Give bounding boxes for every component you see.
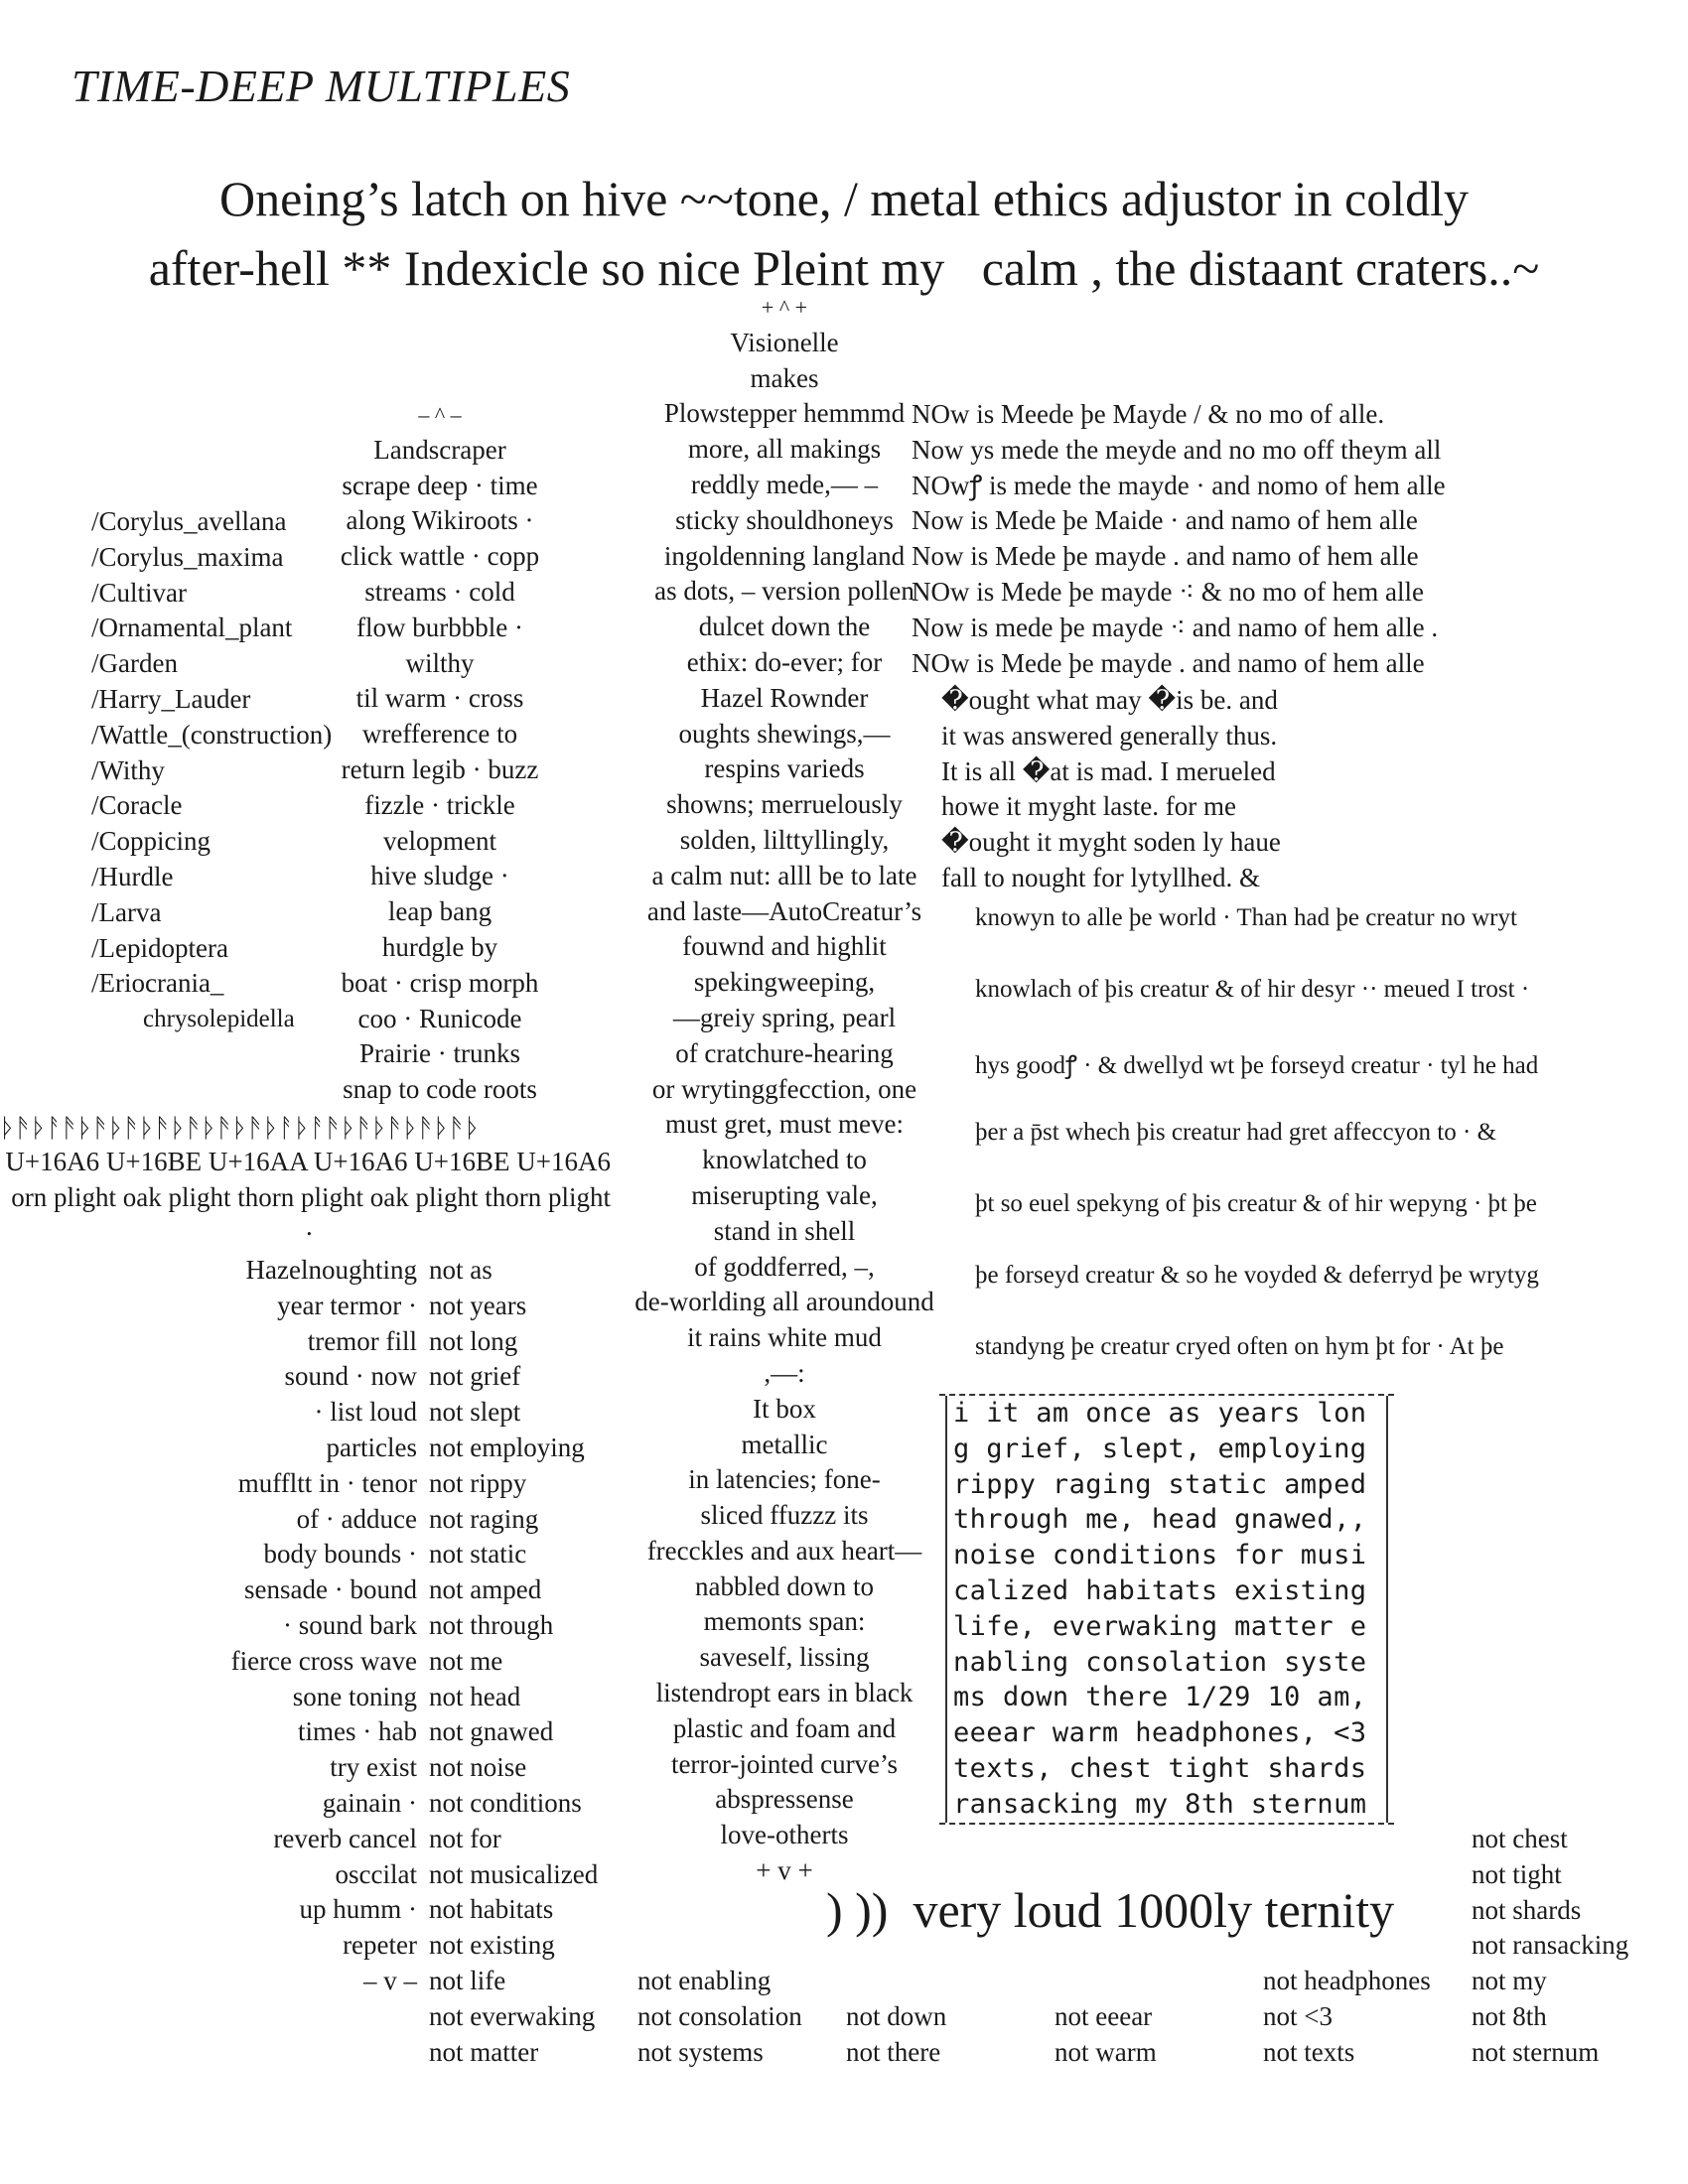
not-line: not <3: [1263, 2000, 1333, 2031]
hazel-line: sound · now: [284, 1361, 417, 1392]
kempe-line-3: hys goodꝭ · & dwellyd wt þe forseyd creatur · tyl he had: [975, 1052, 1539, 1079]
kempe-line-2: knowlach of þis creatur & of hir desyr ·· meued I trost ·: [975, 976, 1530, 1003]
not-line: not there: [846, 2036, 941, 2067]
monospace-box: [939, 1394, 1394, 1825]
kempe-line-4: þer a p̄st whech þis creatur had gret affeccyon to · &: [975, 1119, 1497, 1146]
hazel-line: · sound bark: [283, 1609, 417, 1640]
landscraper-line: velopment: [383, 825, 496, 856]
hazel-line: try exist: [330, 1752, 417, 1783]
center-line: of goddferred, –,: [694, 1251, 875, 1282]
loud-line: ) )) very loud 1000ly ternity: [826, 1882, 1395, 1938]
not-line: not enabling: [637, 1966, 772, 1995]
not-line: not long: [429, 1325, 518, 1356]
hazel-line: reverb cancel: [273, 1823, 417, 1853]
runic-line: ᚦᚫᚦᚨᚫᚦᚫᚦᚫᚦᚫᚦᚫᚦᚫᚦᚫᚦᚨᚦᚨᚫᚦᚫᚦᚫᚦᚫᚦᚫᚦ: [0, 1114, 481, 1144]
center-line: spekingweeping,: [693, 967, 876, 998]
not-line: not 8th: [1472, 2000, 1547, 2031]
mono-box-line: ransacking my 8th sternum: [945, 1787, 1388, 1823]
center-line: abspressense: [715, 1784, 854, 1815]
mono-box-line: nabling consolation syste: [945, 1645, 1388, 1681]
hazel-column: [149, 1253, 417, 1999]
not-column-2: [637, 1964, 856, 2070]
mono-box-line: i it am once as years lon: [945, 1396, 1388, 1432]
kempe-line-5: þt so euel spekyng of þis creatur & of hir wepyng · þt þe: [975, 1190, 1537, 1217]
landscraper-line: Prairie · trunks: [359, 1038, 520, 1069]
center-line: and laste—AutoCreatur’s: [646, 895, 922, 926]
not-line: not headphones: [1263, 1966, 1431, 1995]
center-line: showns; merruelously: [666, 789, 903, 820]
center-line: or wrytinggfecction, one: [651, 1073, 917, 1104]
wiki-path-line: /Wattle_(construction): [91, 719, 333, 750]
landscraper-line: fizzle · trickle: [364, 789, 515, 820]
mono-box-line: rippy raging static amped: [945, 1467, 1388, 1503]
landscraper-line: boat · crisp morph: [341, 967, 539, 998]
center-line: in latencies; fone-: [688, 1464, 881, 1495]
center-line: a calm nut: alll be to late: [651, 860, 917, 890]
not-line: not through: [429, 1609, 554, 1640]
landscraper-line: coo · Runicode: [357, 1003, 522, 1033]
not-column-4: [1055, 1999, 1253, 2071]
not-line: not systems: [637, 2036, 764, 2067]
not-line: not consolation: [637, 2000, 802, 2031]
middle-english-line: NOwꝭ is mede the mayde · and nomo of hem alle: [912, 470, 1446, 500]
center-line: it rains white mud: [687, 1322, 882, 1353]
not-line: not life: [429, 1965, 506, 1995]
center-line: Hazel Rownder: [700, 682, 869, 713]
hazel-line: body bounds ·: [263, 1539, 417, 1570]
center-line: nabbled down to: [695, 1570, 874, 1601]
julian-line: �ought what may �is be. and: [941, 685, 1278, 715]
center-line: metallic: [741, 1429, 828, 1459]
center-line: ,—:: [764, 1357, 805, 1388]
hazel-line: · list loud: [314, 1397, 417, 1428]
not-line: not static: [429, 1539, 527, 1570]
not-line: not matter: [429, 2036, 539, 2067]
center-line: stand in shell: [713, 1215, 856, 1246]
wiki-paths-column: [91, 504, 369, 1037]
not-line: not ransacking: [1472, 1930, 1629, 1961]
center-line: sticky shouldhoneys: [675, 504, 894, 535]
wiki-path-line: /Larva: [91, 896, 162, 927]
julian-column: [941, 683, 1438, 896]
hazel-line: repeter: [343, 1930, 417, 1961]
landscraper-line: leap bang: [387, 896, 492, 927]
not-line: not me: [429, 1645, 503, 1676]
wiki-path-line: /Lepidoptera: [91, 932, 228, 963]
hazel-line: particles: [326, 1432, 417, 1462]
headline-line-2: after-hell ** Indexicle so nice Pleint my calm , the distaant craters..~: [148, 240, 1540, 296]
mono-box-line: eeear warm headphones, <3: [945, 1715, 1388, 1751]
center-line: ethix: do-ever; for: [686, 646, 883, 677]
wiki-path-line: /Withy: [91, 754, 165, 785]
hazel-line: – v –: [363, 1965, 417, 1995]
not-line: not shards: [1472, 1894, 1582, 1925]
middle-english-line: Now is mede þe mayde ⁖ and namo of hem alle .: [912, 612, 1439, 642]
julian-line: �ought it myght soden ly haue: [941, 827, 1281, 858]
not-column-1: [429, 1253, 647, 2070]
not-line: not sternum: [1472, 2036, 1600, 2067]
not-column-right: [1472, 1822, 1680, 2071]
center-line: + ^ +: [761, 295, 808, 320]
center-line: —greiy spring, pearl: [672, 1002, 897, 1032]
wiki-path-line: /Garden: [91, 648, 178, 679]
landscraper-line: til warm · cross: [355, 683, 524, 714]
center-line: plastic and foam and: [672, 1712, 897, 1743]
not-line: not conditions: [429, 1787, 582, 1818]
not-line: not habitats: [429, 1894, 554, 1925]
not-line: not texts: [1263, 2036, 1355, 2067]
not-line: not as: [429, 1255, 492, 1285]
not-line: not warm: [1055, 2036, 1157, 2067]
julian-line: howe it myght laste. for me: [941, 791, 1236, 822]
mono-box-line: g grief, slept, employing: [945, 1432, 1388, 1467]
hazel-line: muffltt in · tenor: [237, 1467, 417, 1498]
julian-line: it was answered generally thus.: [941, 720, 1278, 751]
wiki-path-line: /Eriocrania_: [91, 968, 224, 999]
hazel-line: of · adduce: [296, 1503, 417, 1534]
landscraper-line: hive sludge ·: [370, 861, 509, 891]
headline-line-1: Oneing’s latch on hive ~~tone, / metal ethics adjustor in coldly: [218, 171, 1469, 226]
center-line: more, all makings: [687, 434, 882, 465]
hazel-line: tremor fill: [307, 1325, 417, 1356]
unicode-codes-line: U+16A6 U+16BE U+16AA U+16A6 U+16BE U+16A6: [5, 1147, 611, 1176]
middle-english-line: Now is Mede þe mayde . and namo of hem alle: [912, 541, 1419, 572]
page-title: TIME-DEEP MULTIPLES: [71, 61, 571, 111]
center-line: of cratchure-hearing: [675, 1037, 894, 1068]
hazel-line: sensade · bound: [244, 1574, 417, 1605]
not-line: not down: [846, 2001, 947, 2031]
hazel-line: sone toning: [292, 1681, 417, 1711]
landscraper-line: streams · cold: [364, 576, 515, 607]
hazel-line: Hazelnoughting: [245, 1255, 417, 1285]
center-line: listendropt ears in black: [655, 1678, 914, 1708]
not-line: not amped: [429, 1574, 542, 1605]
not-column-5: [1263, 1964, 1481, 2070]
mono-box-line: noise conditions for musi: [945, 1538, 1388, 1573]
center-line: memonts span:: [703, 1606, 866, 1637]
center-line: knowlatched to: [702, 1145, 867, 1175]
wiki-path-line: /Ornamental_plant: [91, 613, 293, 643]
center-line: frecckles and aux heart—: [646, 1535, 922, 1566]
mono-box-line: ms down there 1/29 10 am,: [945, 1680, 1388, 1715]
not-line: not everwaking: [429, 2000, 596, 2031]
not-line: not existing: [429, 1930, 555, 1961]
center-line: respins varieds: [704, 753, 865, 784]
julian-line: It is all �at is mad. I merueled: [941, 755, 1276, 786]
not-line: not my: [1472, 1966, 1547, 1996]
landscraper-line: click wattle · copp: [340, 541, 540, 572]
hazel-line: up humm ·: [299, 1894, 417, 1925]
center-line: + v +: [756, 1855, 813, 1886]
wiki-path-line: /Corylus_avellana: [91, 506, 287, 536]
not-line: not years: [429, 1290, 527, 1320]
wiki-path-line: /Cultivar: [91, 577, 187, 608]
not-line: not eeear: [1055, 2001, 1153, 2031]
not-line: not gnawed: [429, 1716, 554, 1747]
hazel-line: fierce cross wave: [230, 1645, 417, 1676]
hazel-line: osccilat: [335, 1858, 417, 1889]
middle-english-line: NOw is Mede þe mayde . and namo of hem alle: [912, 647, 1425, 678]
mono-box-line: through me, head gnawed,,: [945, 1502, 1388, 1538]
center-line: Plowstepper hemmmd: [663, 398, 906, 429]
landscraper-line: – ^ –: [418, 402, 462, 427]
hazel-line: year termor ·: [277, 1290, 417, 1320]
landscraper-line: wilthy: [405, 647, 475, 678]
plight-words-line: orn plight oak plight thorn plight oak plight thorn plight: [11, 1182, 611, 1212]
wiki-path-line: /Coracle: [91, 790, 183, 821]
not-line: not raging: [429, 1503, 539, 1534]
middle-english-line: NOw is Mede þe mayde ⁖ & no mo of hem alle: [912, 576, 1424, 607]
mono-box-line: texts, chest tight shards: [945, 1751, 1388, 1787]
landscraper-line: along Wikiroots ·: [346, 505, 534, 536]
center-line: solden, lilttyllingly,: [679, 824, 890, 855]
landscraper-line: return legib · buzz: [341, 753, 539, 784]
center-line: de-worlding all aroundound: [634, 1287, 934, 1317]
middle-english-column: [912, 397, 1607, 681]
landscraper-line: scrape deep · time: [342, 470, 538, 500]
not-line: not chest: [1472, 1824, 1568, 1853]
mono-box-line: calized habitats existing: [945, 1573, 1388, 1609]
center-line: fouwnd and highlit: [682, 931, 887, 962]
wiki-path-line: /Hurdle: [91, 861, 174, 891]
center-line: dulcet down the: [698, 612, 871, 642]
center-line: sliced ffuzzz its: [700, 1500, 869, 1531]
not-line: not head: [429, 1681, 521, 1711]
not-line: not slept: [429, 1397, 521, 1428]
landscraper-line: hurdgle by: [381, 931, 498, 962]
not-line: not musicalized: [429, 1858, 599, 1889]
landscraper-line: snap to code roots: [343, 1074, 537, 1105]
center-line: makes: [750, 362, 819, 393]
center-line: terror-jointed curve’s: [670, 1748, 899, 1779]
middle-english-line: Now ys mede the meyde and no mo off theym all: [912, 434, 1442, 465]
hazel-line: times · hab: [298, 1716, 417, 1747]
not-line: not noise: [429, 1752, 527, 1783]
landscraper-line: wrefference to: [361, 719, 518, 750]
wiki-path-line: /Coppicing: [91, 826, 211, 857]
center-line: It box: [753, 1393, 816, 1424]
center-line: ingoldenning langland: [663, 540, 906, 571]
kempe-line-1: knowyn to alle þe world · Than had þe creatur no wryt: [975, 904, 1517, 931]
not-line: not tight: [1472, 1858, 1562, 1889]
center-line: love-otherts: [720, 1820, 849, 1850]
wiki-path-line: chrysolepidella: [143, 1006, 295, 1033]
not-column-3: [846, 1999, 1045, 2071]
not-line: not employing: [429, 1432, 585, 1462]
center-line: reddly mede,— –: [690, 469, 879, 499]
not-line: not rippy: [429, 1467, 527, 1498]
mono-box-line: life, everwaking matter e: [945, 1609, 1388, 1645]
landscraper-line: Landscraper: [373, 434, 506, 465]
runic-dot: .: [306, 1211, 313, 1241]
landscraper-line: flow burbbble ·: [356, 612, 523, 642]
center-line: Visionelle: [730, 327, 839, 357]
julian-line: fall to nought for lytyllhed. &: [941, 862, 1260, 892]
center-line: saveself, lissing: [699, 1642, 870, 1673]
not-line: not grief: [429, 1361, 521, 1392]
hazel-line: gainain ·: [322, 1787, 417, 1818]
middle-english-line: Now is Mede þe Maide · and namo of hem alle: [912, 505, 1418, 536]
wiki-path-line: /Harry_Lauder: [91, 683, 251, 714]
center-line: miserupting vale,: [691, 1179, 878, 1210]
middle-english-line: NOw is Meede þe Mayde / & no mo of alle.: [912, 399, 1385, 429]
kempe-line-7: standyng þe creatur cryed often on hym þt for · At þe: [975, 1333, 1504, 1360]
center-line: as dots, – version pollen: [654, 576, 914, 607]
center-line: must gret, must meve:: [665, 1109, 904, 1140]
not-line: not for: [429, 1823, 501, 1853]
kempe-line-6: þe forseyd creatur & so he voyded & deferryd þe wrytyg: [975, 1262, 1539, 1289]
wiki-path-line: /Corylus_maxima: [91, 541, 284, 572]
center-line: oughts shewings,—: [678, 718, 891, 749]
